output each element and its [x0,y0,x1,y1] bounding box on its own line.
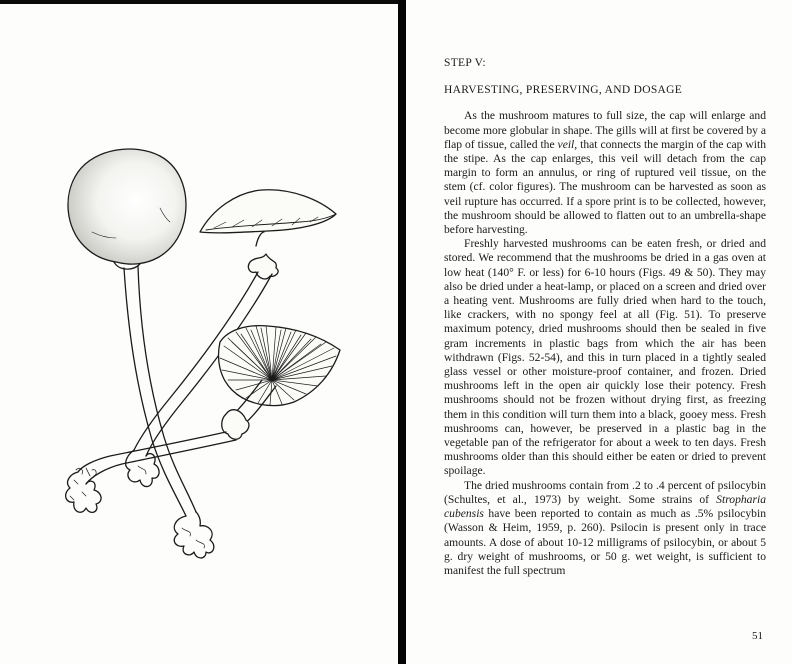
paragraph-text: have been reported to contain as much as .5% psilocybin (Wasson & Heim, 1959, p. 260). Psilocin is present only in trace amounts. A dose of about 10-12 milligrams of psilocybin, or about 5 g. dry weight of mushrooms, or 50 g. wet weight, is sufficient to manifest the full spectrum [444,507,766,577]
paragraph-maturation [444,109,766,237]
paragraph-dosage [444,479,766,578]
text-column [444,56,766,578]
mushroom-globular [68,149,214,558]
section-heading: HARVESTING, PRESERVING, AND DOSAGE [444,84,683,97]
italic-term-veil: veil, [557,137,578,151]
italic-species-name: Stropharia cubensis [444,492,766,521]
paragraph-text: Freshly harvested mushrooms can be eaten fresh, or dried and stored. We recommend that the mushrooms be dried in a gas oven at low heat (140° F. or less) for 6-10 hours (Figs. 49 & 50). They may also be dried under a heat-lamp, or placed on a screen and dried over a heating vent. Mushrooms are fully dried when hard to the touch, like crackers, with no spongy feel at all (Fig. 51). To preserve maximum potency, dried mushrooms should then be sealed in five gram increments in plastic bags from which the air has been withdrawn (Figs. 52-54), and this in turn placed in a tightly sealed glass vessel or other moisture-proof container, and frozen. Dried mushrooms left in the open air quickly lose their potency. Fresh mushrooms should not be frozen without drying first, as freezing them in this condition will turn them into a black, gooey mess. Fresh mushrooms can, however, be preserved in a plastic bag in the vegetable pan of the refrigerator for about a week to ten days. Fresh mushrooms older than this should either be eaten or dried to prevent spoilage. [444,237,766,478]
artist-signature [76,468,96,476]
paragraph-text: that connects the margin of the cap with the stipe. As the cap enlarges, this veil will detach from the cap margin to form an annulus, or ring of ruptured veil tissue, on the stem (cf. color figures). The mushroom can be harvested as soon as veil rupture has occurred. If a spore print is to be collected, however, the mushroom should be allowed to flatten out to an umbrella-shape before harvesting. [444,137,766,237]
paragraph-text: The dried mushrooms contain from .2 to .4 percent of psilocybin (Schultes, et al., 1973) by weight. Some strains of [444,478,766,506]
page-number: 51 [752,630,763,642]
mushroom-gills [66,326,340,513]
book-gutter [398,0,406,664]
step-title: STEP V: [444,57,486,69]
paragraph-text: As the mushroom matures to full size, the cap will enlarge and become more globular in shape. The gills will at first be covered by a flap of tissue, called the [444,109,766,151]
paragraph-drying [444,237,766,478]
